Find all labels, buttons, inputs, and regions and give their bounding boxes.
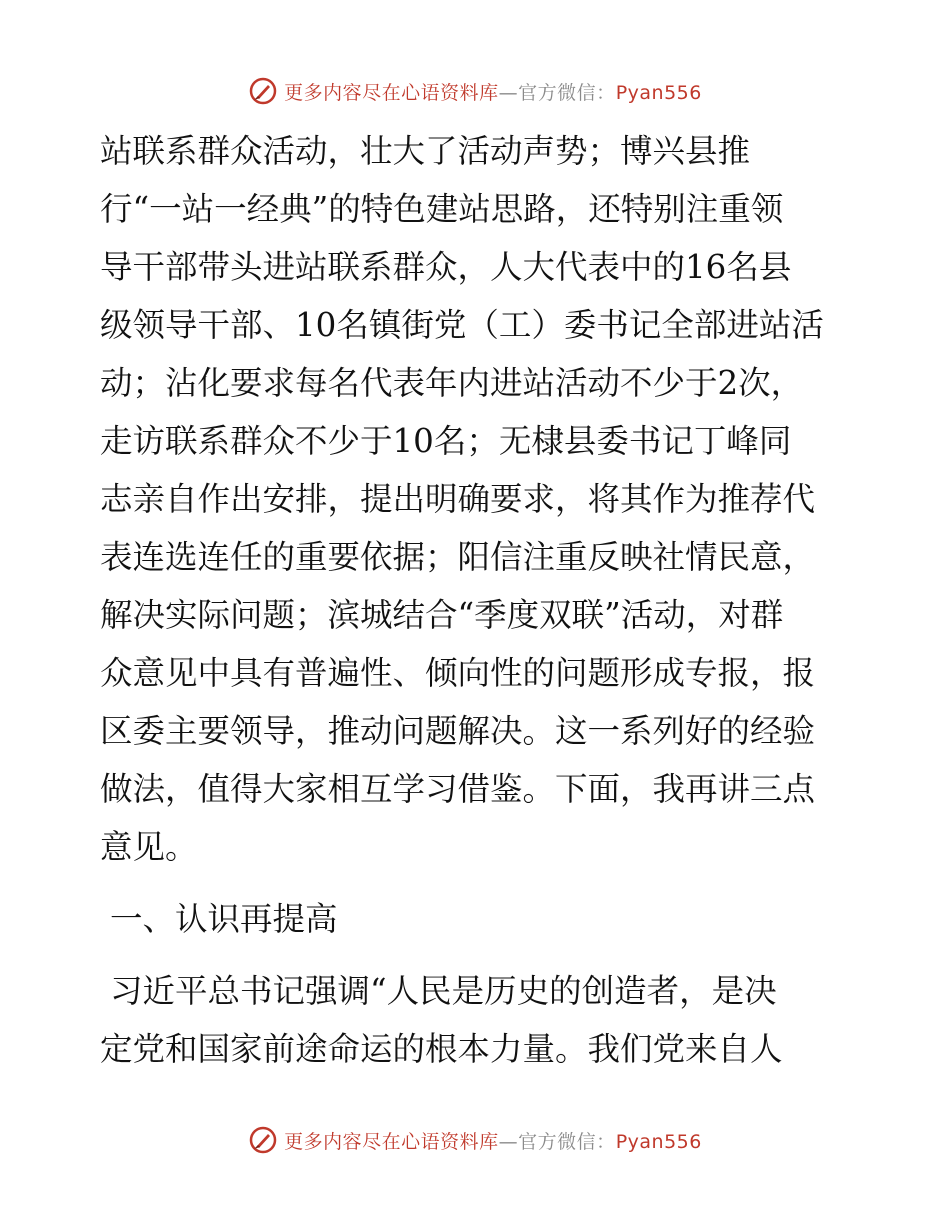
body-line: 行“一站一经典”的特色建站思路，还特别注重领 [100, 190, 784, 228]
body-line: 走访联系群众不少于10名；无棣县委书记丁峰同 [100, 422, 792, 460]
header-watermark [0, 71, 950, 111]
document-body [100, 122, 860, 1078]
watermark-text [284, 1127, 702, 1154]
watermark-dash: — [498, 1130, 519, 1153]
body-line: 导干部带头进站联系群众，人大代表中的16名县 [100, 248, 792, 286]
section-heading: 一、认识再提高 [110, 900, 338, 938]
body-line: 动；沾化要求每名代表年内进站活动不少于2次， [100, 364, 804, 402]
watermark-id: Pyan556 [615, 81, 702, 104]
paragraph-line: 习近平总书记强调“人民是历史的创造者，是决 [110, 972, 777, 1010]
body-line: 解决实际问题；滨城结合“季度双联”活动，对群 [100, 596, 784, 634]
body-line: 站联系群众活动，壮大了活动声势；博兴县推 [100, 132, 751, 170]
body-line: 做法，值得大家相互学习借鉴。下面，我再讲三点 [100, 770, 816, 808]
body-line: 众意见中具有普遍性、倾向性的问题形成专报，报 [100, 654, 816, 692]
watermark-label: 官方微信： [518, 1130, 616, 1153]
watermark-main: 更多内容尽在心语资料库 [284, 1130, 499, 1153]
watermark-main: 更多内容尽在心语资料库 [284, 81, 499, 104]
body-line: 意见。 [100, 828, 198, 866]
body-line: 表连选连任的重要依据；阳信注重反映社情民意， [100, 538, 816, 576]
watermark-id: Pyan556 [615, 1130, 702, 1153]
watermark-text [284, 78, 702, 105]
pen-in-circle-logo-icon [248, 76, 278, 106]
pen-in-circle-logo-icon [248, 1125, 278, 1155]
watermark-label: 官方微信： [518, 81, 616, 104]
footer-watermark [0, 1120, 950, 1160]
body-line: 级领导干部、10名镇街党（工）委书记全部进站活 [100, 306, 824, 344]
paragraph-line: 定党和国家前途命运的根本力量。我们党来自人 [100, 1030, 783, 1068]
body-line: 区委主要领导，推动问题解决。这一系列好的经验 [100, 712, 816, 750]
watermark-dash: — [498, 81, 519, 104]
body-line: 志亲自作出安排，提出明确要求，将其作为推荐代 [100, 480, 816, 518]
